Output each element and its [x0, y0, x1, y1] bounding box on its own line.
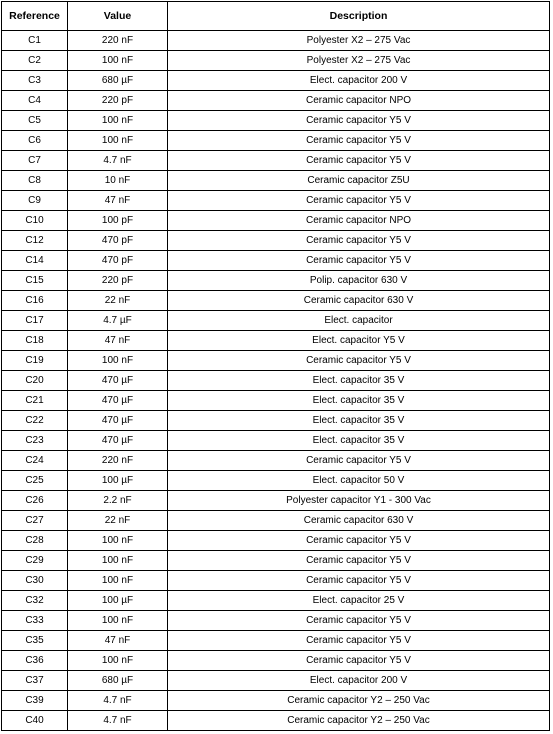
table-row: [2, 411, 550, 431]
cell-value: 4.7 nF: [68, 691, 168, 711]
cell-value: 100 µF: [68, 591, 168, 611]
table-row: [2, 631, 550, 651]
cell-description: Elect. capacitor 200 V: [168, 671, 550, 691]
cell-description: Ceramic capacitor NPO: [168, 211, 550, 231]
cell-reference: C2: [2, 51, 68, 71]
cell-description: Ceramic capacitor Y5 V: [168, 651, 550, 671]
cell-description: Ceramic capacitor Y2 – 250 Vac: [168, 711, 550, 731]
cell-reference: C29: [2, 551, 68, 571]
table-row: [2, 131, 550, 151]
cell-value: 100 nF: [68, 51, 168, 71]
table-row: [2, 511, 550, 531]
cell-description: Elect. capacitor 200 V: [168, 71, 550, 91]
cell-value: 220 nF: [68, 31, 168, 51]
cell-value: 100 nF: [68, 611, 168, 631]
cell-reference: C3: [2, 71, 68, 91]
cell-value: 22 nF: [68, 291, 168, 311]
cell-description: Ceramic capacitor Y5 V: [168, 571, 550, 591]
cell-value: 47 nF: [68, 631, 168, 651]
cell-description: Elect. capacitor 50 V: [168, 471, 550, 491]
cell-description: Ceramic capacitor Z5U: [168, 171, 550, 191]
cell-reference: C24: [2, 451, 68, 471]
cell-value: 100 nF: [68, 571, 168, 591]
cell-value: 2.2 nF: [68, 491, 168, 511]
table-row: [2, 591, 550, 611]
header-value: Value: [68, 2, 168, 31]
cell-value: 100 nF: [68, 551, 168, 571]
cell-value: 100 µF: [68, 471, 168, 491]
cell-value: 220 pF: [68, 271, 168, 291]
table-row: [2, 651, 550, 671]
cell-reference: C40: [2, 711, 68, 731]
cell-reference: C7: [2, 151, 68, 171]
cell-value: 4.7 nF: [68, 711, 168, 731]
cell-description: Ceramic capacitor 630 V: [168, 511, 550, 531]
table-row: [2, 171, 550, 191]
table-row: [2, 91, 550, 111]
cell-description: Polyester X2 – 275 Vac: [168, 31, 550, 51]
cell-description: Ceramic capacitor Y5 V: [168, 131, 550, 151]
table-row: [2, 531, 550, 551]
cell-value: 47 nF: [68, 331, 168, 351]
table-row: [2, 211, 550, 231]
cell-description: Elect. capacitor 35 V: [168, 371, 550, 391]
cell-description: Ceramic capacitor Y5 V: [168, 611, 550, 631]
cell-reference: C10: [2, 211, 68, 231]
cell-value: 220 pF: [68, 91, 168, 111]
table-row: [2, 251, 550, 271]
cell-reference: C25: [2, 471, 68, 491]
cell-description: Polyester X2 – 275 Vac: [168, 51, 550, 71]
cell-reference: C20: [2, 371, 68, 391]
cell-description: Ceramic capacitor Y5 V: [168, 151, 550, 171]
table-row: [2, 191, 550, 211]
cell-value: 100 nF: [68, 131, 168, 151]
header-description: Description: [168, 2, 550, 31]
cell-description: Ceramic capacitor NPO: [168, 91, 550, 111]
cell-value: 470 µF: [68, 391, 168, 411]
cell-description: Ceramic capacitor Y5 V: [168, 451, 550, 471]
cell-value: 47 nF: [68, 191, 168, 211]
cell-reference: C17: [2, 311, 68, 331]
table-row: [2, 351, 550, 371]
cell-description: Elect. capacitor 35 V: [168, 391, 550, 411]
header-row: [2, 2, 550, 31]
table-row: [2, 31, 550, 51]
cell-reference: C22: [2, 411, 68, 431]
cell-description: Elect. capacitor Y5 V: [168, 331, 550, 351]
cell-value: 470 pF: [68, 231, 168, 251]
cell-description: Ceramic capacitor Y5 V: [168, 531, 550, 551]
cell-description: Elect. capacitor: [168, 311, 550, 331]
table-row: [2, 711, 550, 731]
cell-reference: C21: [2, 391, 68, 411]
cell-value: 680 µF: [68, 71, 168, 91]
cell-value: 100 nF: [68, 531, 168, 551]
cell-reference: C4: [2, 91, 68, 111]
cell-description: Ceramic capacitor Y2 – 250 Vac: [168, 691, 550, 711]
components-table: [1, 1, 550, 731]
cell-description: Ceramic capacitor Y5 V: [168, 111, 550, 131]
cell-value: 100 nF: [68, 351, 168, 371]
cell-reference: C19: [2, 351, 68, 371]
cell-reference: C9: [2, 191, 68, 211]
header-reference: Reference: [2, 2, 68, 31]
cell-reference: C30: [2, 571, 68, 591]
cell-reference: C14: [2, 251, 68, 271]
table-row: [2, 311, 550, 331]
table-row: [2, 551, 550, 571]
cell-value: 10 nF: [68, 171, 168, 191]
cell-value: 4.7 nF: [68, 151, 168, 171]
table-row: [2, 451, 550, 471]
table-row: [2, 111, 550, 131]
cell-description: Ceramic capacitor Y5 V: [168, 631, 550, 651]
table-row: [2, 271, 550, 291]
cell-description: Ceramic capacitor Y5 V: [168, 231, 550, 251]
table-row: [2, 331, 550, 351]
cell-reference: C5: [2, 111, 68, 131]
cell-reference: C28: [2, 531, 68, 551]
table-row: [2, 151, 550, 171]
table-row: [2, 571, 550, 591]
cell-value: 100 nF: [68, 111, 168, 131]
cell-reference: C33: [2, 611, 68, 631]
cell-description: Polip. capacitor 630 V: [168, 271, 550, 291]
cell-description: Elect. capacitor 35 V: [168, 411, 550, 431]
cell-reference: C1: [2, 31, 68, 51]
table-row: [2, 471, 550, 491]
table-row: [2, 231, 550, 251]
cell-value: 470 µF: [68, 371, 168, 391]
table-row: [2, 431, 550, 451]
cell-reference: C37: [2, 671, 68, 691]
cell-description: Ceramic capacitor Y5 V: [168, 351, 550, 371]
cell-value: 470 µF: [68, 411, 168, 431]
cell-reference: C26: [2, 491, 68, 511]
cell-reference: C32: [2, 591, 68, 611]
cell-description: Polyester capacitor Y1 - 300 Vac: [168, 491, 550, 511]
cell-value: 470 µF: [68, 431, 168, 451]
cell-reference: C6: [2, 131, 68, 151]
cell-reference: C35: [2, 631, 68, 651]
cell-value: 100 pF: [68, 211, 168, 231]
table-row: [2, 291, 550, 311]
table-row: [2, 71, 550, 91]
cell-reference: C15: [2, 271, 68, 291]
cell-reference: C18: [2, 331, 68, 351]
cell-reference: C23: [2, 431, 68, 451]
cell-value: 4.7 µF: [68, 311, 168, 331]
cell-reference: C8: [2, 171, 68, 191]
cell-description: Ceramic capacitor Y5 V: [168, 551, 550, 571]
cell-description: Ceramic capacitor Y5 V: [168, 191, 550, 211]
table-row: [2, 671, 550, 691]
cell-value: 220 nF: [68, 451, 168, 471]
table-body: [2, 31, 550, 731]
table-row: [2, 611, 550, 631]
cell-reference: C27: [2, 511, 68, 531]
cell-value: 22 nF: [68, 511, 168, 531]
table-row: [2, 51, 550, 71]
cell-value: 470 pF: [68, 251, 168, 271]
table-row: [2, 371, 550, 391]
cell-reference: C16: [2, 291, 68, 311]
cell-description: Ceramic capacitor Y5 V: [168, 251, 550, 271]
table-row: [2, 491, 550, 511]
cell-description: Elect. capacitor 25 V: [168, 591, 550, 611]
cell-reference: C39: [2, 691, 68, 711]
table-row: [2, 691, 550, 711]
table-header: [2, 2, 550, 31]
cell-description: Ceramic capacitor 630 V: [168, 291, 550, 311]
cell-reference: C12: [2, 231, 68, 251]
cell-reference: C36: [2, 651, 68, 671]
cell-value: 680 µF: [68, 671, 168, 691]
cell-description: Elect. capacitor 35 V: [168, 431, 550, 451]
cell-value: 100 nF: [68, 651, 168, 671]
table-row: [2, 391, 550, 411]
